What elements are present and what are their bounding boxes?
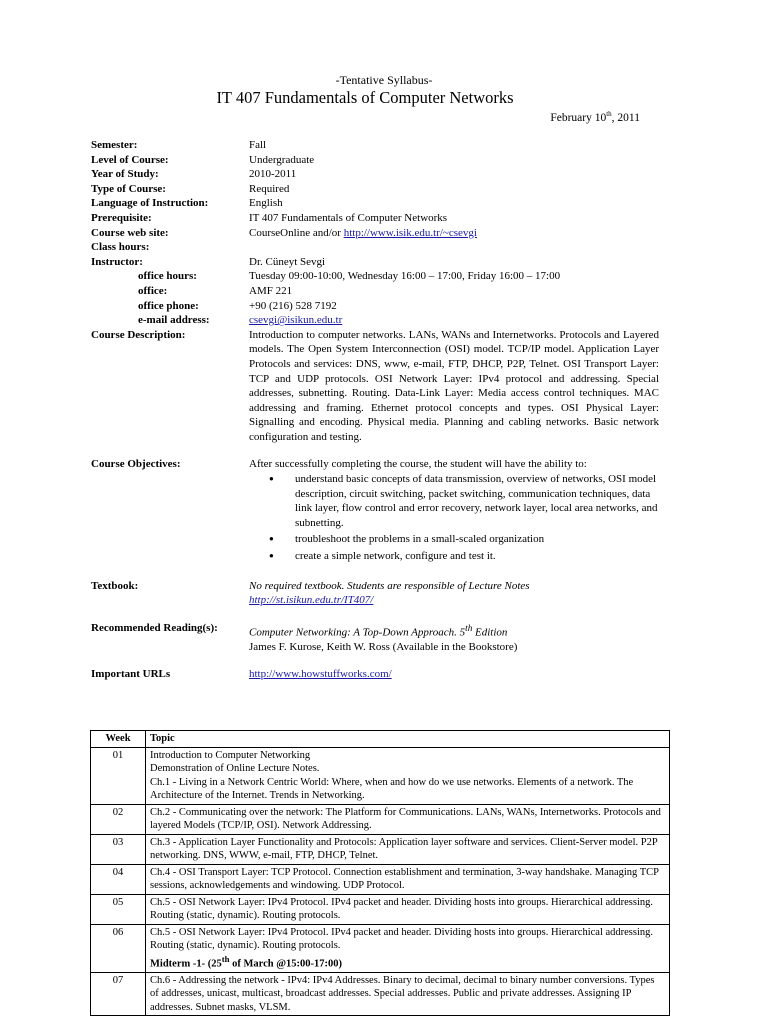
table-row — [91, 894, 670, 924]
week-topic: Ch.5 - OSI Network Layer: IPv4 Protocol. IPv4 packet and header. Dividing hosts into groups. Hierarchical addressing. Routing (static, dynamic). Routing protocols. — [146, 894, 670, 924]
recommended-label: Recommended Reading(s): — [91, 621, 218, 634]
midterm-note: Midterm -1- (25th of March @15:00-17:00) — [150, 953, 343, 969]
week-number: 04 — [91, 864, 146, 894]
urls-label: Important URLs — [91, 667, 171, 680]
week-topic: Ch.4 - OSI Transport Layer: TCP Protocol. Connection establishment and termination, 3-way handshake. Managing TCP sessions, acknowledgements and windowing. UDP Protocol. — [146, 864, 670, 894]
office-hours-label: office hours: — [138, 270, 197, 283]
schedule-table — [90, 730, 670, 1016]
week-topic: Ch.5 - OSI Network Layer: IPv4 Protocol. IPv4 packet and header. Dividing hosts into groups. Hierarchical addressing. Routing (static, dynamic). Routing protocols. Midterm -1- (25th of March @15:00-17:00) — [146, 924, 670, 972]
objective-item: ● create a simple network, configure and test it. — [295, 549, 659, 564]
week-number: 02 — [91, 804, 146, 834]
objective-item: ● understand basic concepts of data transmission, overview of networks, OSI model description, circuit switching, packet switching, communication techniques, data link layer, flow control and error recovery, network layer, local area networks, and subnetting. — [295, 472, 659, 530]
week-topic: Introduction to Computer Networking Demonstration of Online Lecture Notes. Ch.1 - Living in a Network Centric World: Where, when and how do we use networks. Elements of a network. The Architecture of the Internet. Trends in Networking. — [146, 747, 670, 804]
website-text: CourseOnline and/or — [249, 226, 344, 239]
description-text: Introduction to computer networks. LANs, WANs and Internetworks. Protocols and Layered models. The Open System Interconnection (OSI) model. TCP/IP model. Application Layer Protocols and services: DNS, www, e-mail, FTP, DHCP, P2P, Telnet. OSI Transport Layer: TCP and UDP protocols. OSI Network Layer: IPv4 protocol and addressing. Special addresses, subnetting. Routing. Data-Link Layer: Media access control techniques. MAC addressing and framing. Ethernet protocol concepts and types. OSI Physical Layer: Signalling and encoding. Physical media. Planning and cabling networks. Basic network configuration and testing. — [249, 328, 659, 443]
course-info — [91, 138, 659, 681]
table-row — [91, 747, 670, 804]
prerequisite-value: IT 407 Fundamentals of Computer Networks — [249, 211, 448, 224]
week-number: 03 — [91, 834, 146, 864]
office-hours-value: Tuesday 09:00-10:00, Wednesday 16:00 – 17:00, Friday 16:00 – 17:00 — [249, 270, 561, 283]
language-value: English — [249, 197, 283, 210]
office-label: office: — [138, 284, 168, 297]
urls-link[interactable]: http://www.howstuffworks.com/ — [249, 667, 392, 680]
week-column-header: Week — [91, 731, 146, 748]
table-row — [91, 834, 670, 864]
semester-value: Fall — [249, 139, 267, 151]
email-link[interactable]: csevgi@isikun.edu.tr — [249, 314, 343, 327]
type-value: Required — [249, 182, 290, 195]
level-value: Undergraduate — [249, 153, 315, 166]
week-number: 06 — [91, 924, 146, 972]
prerequisite-label: Prerequisite: — [91, 211, 152, 224]
course-title: IT 407 Fundamentals of Computer Networks — [216, 88, 514, 107]
phone-label: office phone: — [138, 299, 199, 312]
semester-label: Semester: — [91, 139, 138, 151]
textbook-link[interactable]: http://st.isikun.edu.tr/IT407/ — [249, 594, 374, 607]
office-value: AMF 221 — [249, 284, 293, 297]
objective-item: ● troubleshoot the problems in a small-scaled organization — [295, 532, 659, 547]
email-label: e-mail address: — [138, 314, 210, 327]
type-label: Type of Course: — [91, 182, 166, 195]
topic-column-header: Topic — [146, 731, 670, 748]
level-label: Level of Course: — [91, 153, 169, 166]
table-row — [91, 924, 670, 972]
objectives-label: Course Objectives: — [91, 458, 181, 471]
week-number: 07 — [91, 972, 146, 1016]
week-topic: Ch.3 - Application Layer Functionality and Protocols: Application layer software and services. Client-Server model. P2P networking. DNS, WWW, e-mail, FTP, DHCP, Telnet. — [146, 834, 670, 864]
objectives-list — [249, 472, 659, 564]
table-row — [91, 804, 670, 834]
textbook-label: Textbook: — [91, 579, 139, 592]
recommended-book: Computer Networking: A Top-Down Approach. 5th Edition — [249, 622, 508, 639]
year-value: 2010-2011 — [249, 168, 297, 181]
class-hours-label: Class hours: — [91, 241, 150, 254]
instructor-label: Instructor: — [91, 255, 143, 268]
week-topic: Ch.6 - Addressing the network - IPv4: IPv4 Addresses. Binary to decimal, decimal to binary number conversions. Types of addresses, unicast, multicast, broadcast addresses. Special addresses. Public and private addresses. Assigning IP addresses. Subnet masks, VLSM. — [146, 972, 670, 1016]
week-number: 05 — [91, 894, 146, 924]
phone-value: +90 (216) 528 7192 — [249, 299, 337, 312]
recommended-authors: James F. Kurose, Keith W. Ross (Available in the Bookstore) — [249, 641, 518, 654]
language-label: Language of Instruction: — [91, 197, 209, 210]
document-date: February 10th, 2011 — [550, 110, 640, 124]
website-link[interactable]: http://www.isik.edu.tr/~csevgi — [343, 226, 477, 239]
table-row — [91, 972, 670, 1016]
week-number: 01 — [91, 747, 146, 804]
objectives-intro: After successfully completing the course, the student will have the ability to: — [249, 458, 587, 471]
year-label: Year of Study: — [91, 168, 159, 181]
description-label: Course Description: — [91, 328, 186, 341]
tentative-label: -Tentative Syllabus- — [335, 73, 433, 87]
instructor-value: Dr. Cüneyt Sevgi — [249, 255, 326, 268]
week-topic: Ch.2 - Communicating over the network: The Platform for Communications. LANs, WANs, Internetworks. Protocols and layered Models (TCP/IP, OSI). Network Addressing. — [146, 804, 670, 834]
textbook-note: No required textbook. Students are responsible of Lecture Notes — [249, 579, 530, 592]
schedule-header-row — [91, 731, 670, 748]
table-row — [91, 864, 670, 894]
website-label: Course web site: — [91, 226, 169, 239]
